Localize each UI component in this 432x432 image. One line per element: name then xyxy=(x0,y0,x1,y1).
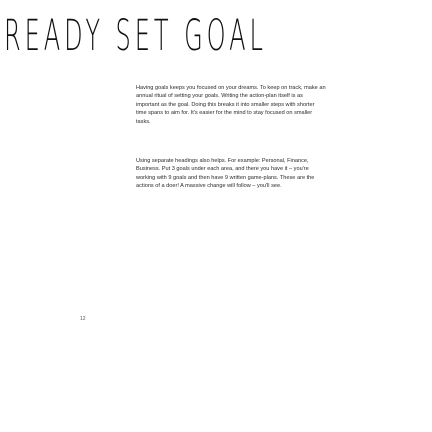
paragraph-text: Using separate headings also helps. For example: Personal, Finance, Business. Put 3 goals under each area, and there you have it – you're working with 9 goals and then have 9 written game-plans. These are the actions of a doer! A massive change will follow – you'll see. xyxy=(136,158,315,190)
paragraph-text: Having goals keeps you focused on your dreams. To keep on track, make an annual ritual of setting your goals. Writing the action-plan itself is as important as the goal. Doing this breaks it into smaller steps with shorter time spans to aim for. It's easier for the mind to stay focused on smaller tasks. xyxy=(136,85,326,125)
body-paragraph-1 xyxy=(136,84,326,126)
body-paragraph-2 xyxy=(136,157,326,191)
page-number: 12 xyxy=(80,316,86,322)
page-title: READY SET GOAL xyxy=(4,11,267,61)
